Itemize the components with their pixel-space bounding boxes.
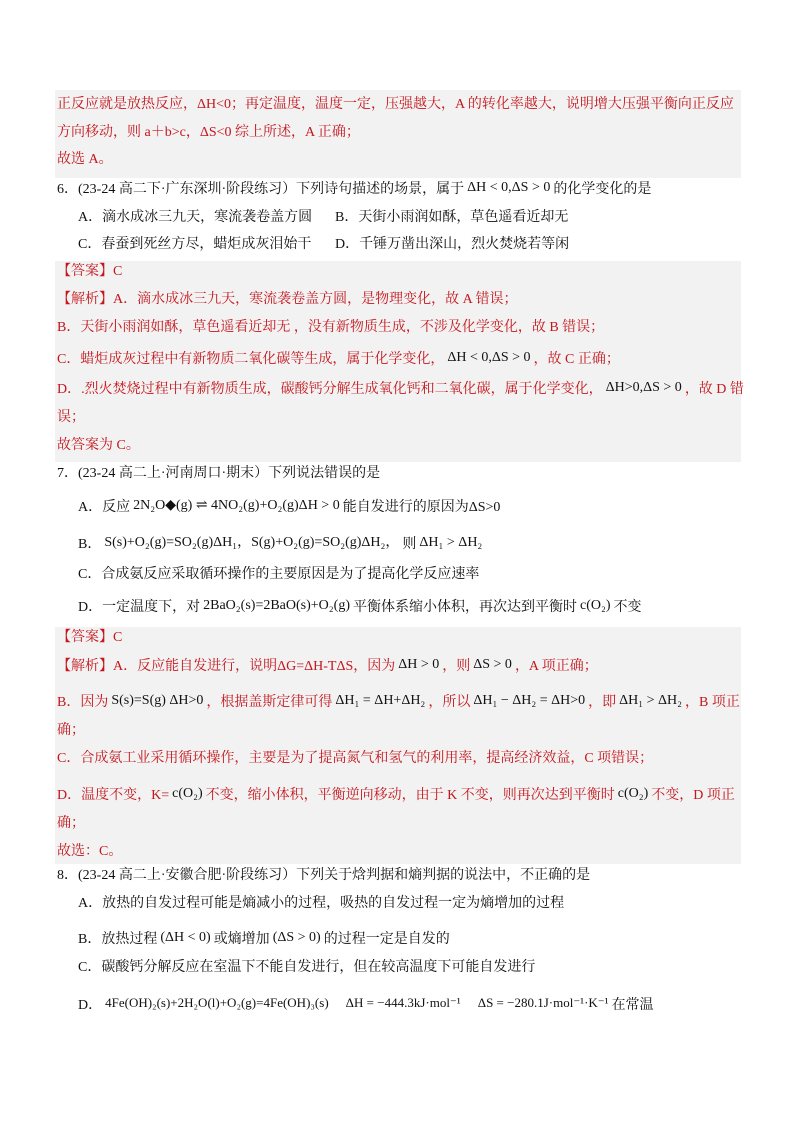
q6-analysis-text: C．蜡炬成灰过程中有新物质二氧化碳等生成，属于化学变化， [57,352,445,367]
q8-option-text: B．放热过程 [78,932,158,947]
q6-option-b: B．天街小雨润如酥，草色遥看近却无 [335,210,569,225]
q6-answer: 【答案】C [57,264,123,279]
q7-analysis-text: ，则 [442,659,471,674]
q7-solution-block [55,627,741,864]
q7-analysis-formula: ΔH₁ > ΔH₂ [619,693,683,708]
q6-analysis-formula: ΔH < 0,ΔS > 0 [447,350,531,365]
q7-analysis-text: ，A 项正确； [514,659,598,674]
q8-option-a: A．放热的自发过程可能是熵减小的过程，吸热的自发过程一定为熵增加的过程 [78,896,565,911]
q7-analysis-text: ，根据盖斯定律可得 [206,695,333,710]
q7-option-text: A．反应 [78,500,131,515]
q8-option-formula: (ΔS > 0) [272,930,321,945]
q7-analysis-formula: ΔH > 0 [398,657,440,672]
q7-option-text: B． [78,537,102,552]
q6-option-c: C．春蚕到死丝方尽，蜡炬成灰泪始干 [78,237,312,252]
q7-analysis-formula: ΔH₁ − ΔH₂ = ΔH>0 [473,693,586,708]
q8-option-formula: ΔS = −280.1J·mol⁻¹·K⁻¹ [477,995,609,1010]
q7-analysis-text: 【解析】A．反应能自发进行，说明ΔG=ΔH-TΔS，因为 [57,659,396,674]
q7-option-d [78,598,642,618]
q8-option-d [78,995,654,1015]
q7-analysis-formula: ΔS > 0 [473,657,512,672]
q7-option-b [78,535,485,555]
q7-analysis-text: D．温度不变，K= [57,788,170,803]
q6-analysis-line [57,350,620,370]
q6-stem [57,180,651,200]
q7-analysis-line: C．合成氨工业采用循环操作，主要是为了提高氮气和氢气的利用率，提高经济效益，C 项错误； [57,751,654,766]
q7-analysis-text: ，B 项正 [685,695,740,710]
q7-stem: 7．(23-24 高二上·河南周口·期末）下列说法错误的是 [57,466,381,481]
prev-solution-conclusion: 故选 A。 [57,152,113,167]
q8-option-text: D． [78,998,103,1013]
q6-conclusion: 故答案为 C。 [57,438,140,453]
q8-option-text: 或熵增加 [213,932,270,947]
q7-analysis-formula: c(O₂) [172,786,203,801]
prev-solution-block [55,90,741,178]
q7-conclusion: 故选：C。 [57,844,123,859]
q7-option-text: 能自发进行的原因为ΔS>0 [342,500,501,515]
q7-analysis-formula: S(s)=S(g) ΔH>0 [111,693,204,708]
q7-option-text: 平衡体系缩小体积，再次达到平衡时 [352,600,577,615]
q8-option-text: 的过程一定是自发的 [323,932,450,947]
q6-option-a: A．滴水成冰三九天，寒流袭卷盖方圆 [78,210,313,225]
q7-option-text: 不变 [613,600,642,615]
q6-option-d: D．千锤万凿出深山，烈火焚烧若等闲 [335,237,570,252]
q6-analysis-line [57,380,744,400]
q6-options-row [78,208,678,228]
q6-stem-text: 6．(23-24 高二下·广东深圳·阶段练习）下列诗句描述的场景，属于 [57,182,465,197]
q7-answer: 【答案】C [57,630,123,645]
q6-analysis-formula: ΔH>0,ΔS > 0 [605,380,682,395]
q7-analysis-formula: ΔH₁ = ΔH+ΔH₂ [335,693,426,708]
q8-option-formula: (ΔH < 0) [160,930,211,945]
q7-option-formula: 2N₂O◆(g) ⇌ 4NO₂(g)+O₂(g)ΔH > 0 [133,498,340,513]
q8-option-b [78,930,450,950]
q7-option-text: D．一定温度下，对 [78,600,201,615]
prev-solution-line: 方向移动，则 a＋b>c，ΔS<0 综上所述，A 正确； [57,125,360,140]
q7-option-formula: S(s)+O₂(g)=SO₂(g)ΔH₁，S(g)+O₂(g)=SO₂(g)ΔH₂， [104,535,400,550]
q7-analysis-text: ，所以 [428,695,471,710]
q7-analysis-text: 不变，缩小体积，平衡逆向移动，由于 K 不变，则再次达到平衡时 [205,788,615,803]
q6-stem-text: 的化学变化的是 [553,182,652,197]
q7-analysis-text: ，即 [588,695,617,710]
q6-analysis-line: 【解析】A．滴水成冰三九天，寒流袭卷盖方圆，是物理变化，故 A 错误； [57,292,518,307]
q7-analysis-line [57,657,598,677]
prev-solution-line: 正反应就是放热反应，ΔH<0；再定温度，温度一定，压强越大，A 的转化率越大，说明增大压强平衡向正反应 [57,97,734,112]
q7-option-formula: 2BaO₂(s)=2BaO(s)+O₂(g) [203,598,350,613]
q7-option-c: C．合成氨反应采取循环操作的主要原因是为了提高化学反应速率 [78,567,480,582]
q8-stem: 8．(23-24 高二上·安徽合肥·阶段练习）下列关于焓判据和熵判据的说法中，不正确的是 [57,868,591,883]
q6-stem-formula: ΔH < 0,ΔS > 0 [467,180,551,195]
q6-analysis-line: B．天街小雨润如酥，草色遥看近却无 ，没有新物质生成，不涉及化学变化，故 B 错误； [57,320,605,335]
q7-option-a [78,498,500,518]
q7-analysis-line [57,693,740,713]
q6-analysis-text: ，故 D 错 [684,382,744,397]
q7-option-text: 则 [402,537,417,552]
q6-analysis-line: 误； [57,410,85,425]
q7-analysis-line: 确； [57,723,85,738]
q6-analysis-text: D．.烈火焚烧过程中有新物质生成，碳酸钙分解生成氧化钙和二氧化碳，属于化学变化， [57,382,603,397]
q6-solution-block [55,261,744,462]
q6-options-row [78,235,678,255]
q8-option-formula: ΔH = −444.3kJ·mol⁻¹ [345,995,461,1010]
q8-option-formula: 4Fe(OH)₂(s)+2H₂O(l)+O₂(g)=4Fe(OH)₃(s) [105,995,329,1010]
q7-option-formula: ΔH₁ > ΔH₂ [419,535,483,550]
q7-analysis-formula: c(O₂) [617,786,649,801]
q7-analysis-line [57,786,735,806]
q8-option-c: C．碳酸钙分解反应在室温下不能自发进行，但在较高温度下可能自发进行 [78,960,536,975]
q7-option-formula: c(O₂) [579,598,611,613]
q6-analysis-text: ，故 C 正确； [533,352,620,367]
q7-analysis-text: 不变，D 项正 [651,788,735,803]
q8-option-text: 在常温 [611,998,654,1013]
q7-analysis-text: B．因为 [57,695,109,710]
q7-analysis-line: 确； [57,816,85,831]
